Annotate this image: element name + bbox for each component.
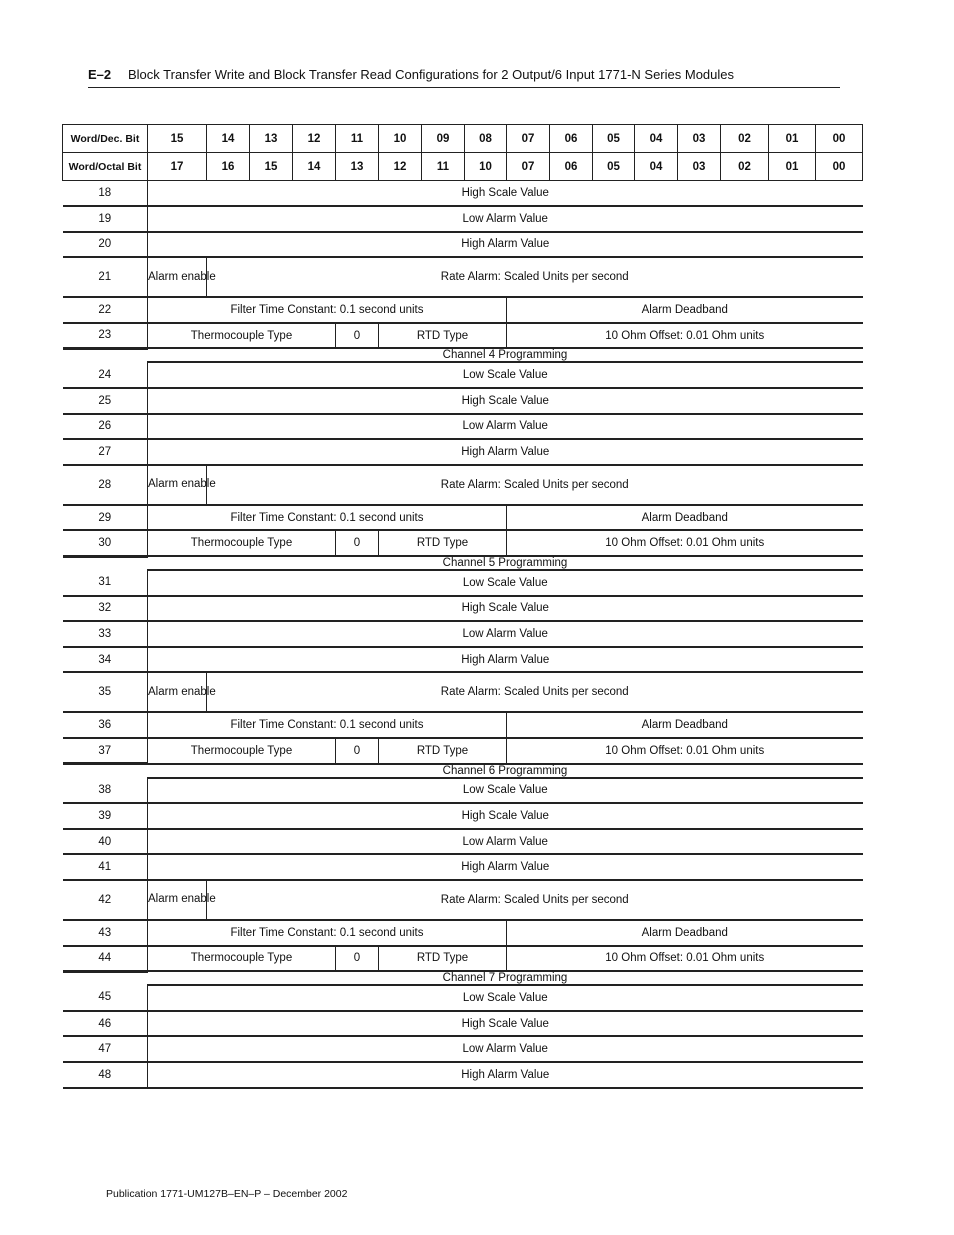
dec-bit-cell: 02 <box>721 125 769 153</box>
table-row <box>63 297 863 323</box>
alarm-enable-bit: Alarm enable <box>148 257 207 297</box>
dec-bit-cell: 09 <box>422 125 465 153</box>
value-field: High Alarm Value <box>148 232 863 258</box>
word-number: 19 <box>63 206 148 232</box>
table-row <box>63 672 863 712</box>
octal-bit-label: Word/Octal Bit <box>63 153 148 181</box>
dec-bit-cell: 06 <box>550 125 593 153</box>
table-row <box>63 323 863 349</box>
octal-bit-cell: 12 <box>379 153 422 181</box>
rate-alarm-field: Rate Alarm: Scaled Units per second <box>207 672 863 712</box>
dec-bit-cell: 08 <box>465 125 507 153</box>
word-number: 38 <box>63 778 148 804</box>
octal-bit-cell: 16 <box>207 153 250 181</box>
octal-bit-cell: 06 <box>550 153 593 181</box>
octal-bit-cell: 11 <box>422 153 465 181</box>
section-header-row <box>63 348 863 362</box>
value-field: Low Alarm Value <box>148 621 863 647</box>
rtd-type-field: RTD Type <box>379 738 507 764</box>
dec-bit-cell: 12 <box>293 125 336 153</box>
value-field: High Alarm Value <box>148 1062 863 1088</box>
table-row <box>63 439 863 465</box>
table-row <box>63 854 863 880</box>
octal-bit-cell: 02 <box>721 153 769 181</box>
word-number: 44 <box>63 946 148 972</box>
value-field: Low Alarm Value <box>148 1036 863 1062</box>
table-row <box>63 621 863 647</box>
octal-bit-cell: 04 <box>635 153 678 181</box>
dec-bit-cell: 11 <box>336 125 379 153</box>
word-number: 29 <box>63 505 148 531</box>
alarm-deadband-field: Alarm Deadband <box>507 920 863 946</box>
ohm-offset-field: 10 Ohm Offset: 0.01 Ohm units <box>507 738 863 764</box>
word-number: 31 <box>63 570 148 596</box>
dec-bit-header-row <box>63 125 863 153</box>
value-field: Low Scale Value <box>148 985 863 1011</box>
table-row <box>63 257 863 297</box>
value-field: High Alarm Value <box>148 854 863 880</box>
value-field: Low Alarm Value <box>148 206 863 232</box>
bit-zero-field: 0 <box>336 530 379 556</box>
thermocouple-type-field: Thermocouple Type <box>148 738 336 764</box>
rate-alarm-field: Rate Alarm: Scaled Units per second <box>207 465 863 505</box>
word-number: 39 <box>63 803 148 829</box>
ohm-offset-field: 10 Ohm Offset: 0.01 Ohm units <box>507 946 863 972</box>
table-row <box>63 181 863 207</box>
table-row <box>63 712 863 738</box>
table-row <box>63 206 863 232</box>
value-field: High Scale Value <box>148 1011 863 1037</box>
word-number: 40 <box>63 829 148 855</box>
octal-bit-cell: 01 <box>769 153 816 181</box>
bit-zero-field: 0 <box>336 323 379 349</box>
word-number: 26 <box>63 414 148 440</box>
value-field: Low Scale Value <box>148 778 863 804</box>
rtd-type-field: RTD Type <box>379 946 507 972</box>
table-row <box>63 803 863 829</box>
word-number: 22 <box>63 297 148 323</box>
dec-bit-cell: 05 <box>593 125 635 153</box>
page-number: E–2 <box>88 67 112 82</box>
table-row <box>63 647 863 673</box>
filter-time-constant-field: Filter Time Constant: 0.1 second units <box>148 920 507 946</box>
word-number: 32 <box>63 596 148 622</box>
table-row <box>63 738 863 764</box>
dec-bit-cell: 14 <box>207 125 250 153</box>
alarm-deadband-field: Alarm Deadband <box>507 297 863 323</box>
word-number: 47 <box>63 1036 148 1062</box>
ohm-offset-field: 10 Ohm Offset: 0.01 Ohm units <box>507 323 863 349</box>
octal-bit-cell: 07 <box>507 153 550 181</box>
rate-alarm-field: Rate Alarm: Scaled Units per second <box>207 257 863 297</box>
value-field: High Scale Value <box>148 803 863 829</box>
table-row <box>63 985 863 1011</box>
page-header <box>88 66 840 88</box>
table-row <box>63 232 863 258</box>
table-row <box>63 1062 863 1088</box>
rate-alarm-field: Rate Alarm: Scaled Units per second <box>207 880 863 920</box>
table-row <box>63 362 863 388</box>
value-field: High Scale Value <box>148 181 863 207</box>
dec-bit-cell: 10 <box>379 125 422 153</box>
word-number: 36 <box>63 712 148 738</box>
section-title: Channel 6 Programming <box>148 764 863 778</box>
octal-bit-cell: 03 <box>678 153 721 181</box>
value-field: Low Alarm Value <box>148 829 863 855</box>
dec-bit-cell: 15 <box>148 125 207 153</box>
word-number: 28 <box>63 465 148 505</box>
table-row <box>63 465 863 505</box>
configuration-table <box>62 124 863 1089</box>
word-number: 41 <box>63 854 148 880</box>
dec-bit-cell: 03 <box>678 125 721 153</box>
ohm-offset-field: 10 Ohm Offset: 0.01 Ohm units <box>507 530 863 556</box>
dec-bit-cell: 01 <box>769 125 816 153</box>
rtd-type-field: RTD Type <box>379 530 507 556</box>
value-field: Low Scale Value <box>148 362 863 388</box>
word-number: 33 <box>63 621 148 647</box>
table-row <box>63 596 863 622</box>
word-number: 35 <box>63 672 148 712</box>
bit-zero-field: 0 <box>336 738 379 764</box>
footer-publication: Publication 1771-UM127B–EN–P – December 2002 <box>106 1188 348 1200</box>
word-number: 34 <box>63 647 148 673</box>
word-number: 20 <box>63 232 148 258</box>
table-row <box>63 530 863 556</box>
alarm-enable-bit: Alarm enable <box>148 465 207 505</box>
table-row <box>63 570 863 596</box>
page-title: Block Transfer Write and Block Transfer Read Configurations for 2 Output/6 Input 1771-N Series Modules <box>128 67 735 82</box>
filter-time-constant-field: Filter Time Constant: 0.1 second units <box>148 505 507 531</box>
alarm-enable-bit: Alarm enable <box>148 672 207 712</box>
word-number: 21 <box>63 257 148 297</box>
table-row <box>63 414 863 440</box>
section-title: Channel 4 Programming <box>148 348 863 362</box>
thermocouple-type-field: Thermocouple Type <box>148 946 336 972</box>
alarm-deadband-field: Alarm Deadband <box>507 712 863 738</box>
octal-bit-cell: 10 <box>465 153 507 181</box>
word-number: 46 <box>63 1011 148 1037</box>
table-body <box>63 125 863 1088</box>
word-number-cell <box>63 556 148 570</box>
section-header-row <box>63 971 863 985</box>
rtd-type-field: RTD Type <box>379 323 507 349</box>
dec-bit-cell: 04 <box>635 125 678 153</box>
word-number: 24 <box>63 362 148 388</box>
thermocouple-type-field: Thermocouple Type <box>148 323 336 349</box>
word-number: 45 <box>63 985 148 1011</box>
octal-bit-cell: 14 <box>293 153 336 181</box>
table-row <box>63 946 863 972</box>
word-number-cell <box>63 971 148 985</box>
table-row <box>63 1011 863 1037</box>
octal-bit-cell: 05 <box>593 153 635 181</box>
filter-time-constant-field: Filter Time Constant: 0.1 second units <box>148 712 507 738</box>
table-row <box>63 1036 863 1062</box>
word-number: 30 <box>63 530 148 556</box>
filter-time-constant-field: Filter Time Constant: 0.1 second units <box>148 297 507 323</box>
table-row <box>63 920 863 946</box>
bit-zero-field: 0 <box>336 946 379 972</box>
dec-bit-cell: 13 <box>250 125 293 153</box>
word-number: 18 <box>63 181 148 207</box>
word-number: 37 <box>63 738 148 764</box>
value-field: High Alarm Value <box>148 439 863 465</box>
value-field: High Scale Value <box>148 388 863 414</box>
dec-bit-label: Word/Dec. Bit <box>63 125 148 153</box>
section-header-row <box>63 764 863 778</box>
dec-bit-cell: 07 <box>507 125 550 153</box>
word-number-cell <box>63 348 148 362</box>
value-field: High Alarm Value <box>148 647 863 673</box>
thermocouple-type-field: Thermocouple Type <box>148 530 336 556</box>
value-field: Low Scale Value <box>148 570 863 596</box>
alarm-deadband-field: Alarm Deadband <box>507 505 863 531</box>
word-number: 48 <box>63 1062 148 1088</box>
word-number: 43 <box>63 920 148 946</box>
value-field: Low Alarm Value <box>148 414 863 440</box>
alarm-enable-bit: Alarm enable <box>148 880 207 920</box>
word-number: 25 <box>63 388 148 414</box>
word-number: 23 <box>63 323 148 349</box>
word-number: 27 <box>63 439 148 465</box>
octal-bit-cell: 15 <box>250 153 293 181</box>
table-row <box>63 829 863 855</box>
value-field: High Scale Value <box>148 596 863 622</box>
dec-bit-cell: 00 <box>816 125 863 153</box>
section-header-row <box>63 556 863 570</box>
section-title: Channel 7 Programming <box>148 971 863 985</box>
table-row <box>63 505 863 531</box>
octal-bit-cell: 00 <box>816 153 863 181</box>
word-number: 42 <box>63 880 148 920</box>
section-title: Channel 5 Programming <box>148 556 863 570</box>
octal-bit-cell: 17 <box>148 153 207 181</box>
octal-bit-cell: 13 <box>336 153 379 181</box>
octal-bit-header-row <box>63 153 863 181</box>
word-number-cell <box>63 764 148 778</box>
table-row <box>63 388 863 414</box>
table-row <box>63 778 863 804</box>
table-row <box>63 880 863 920</box>
